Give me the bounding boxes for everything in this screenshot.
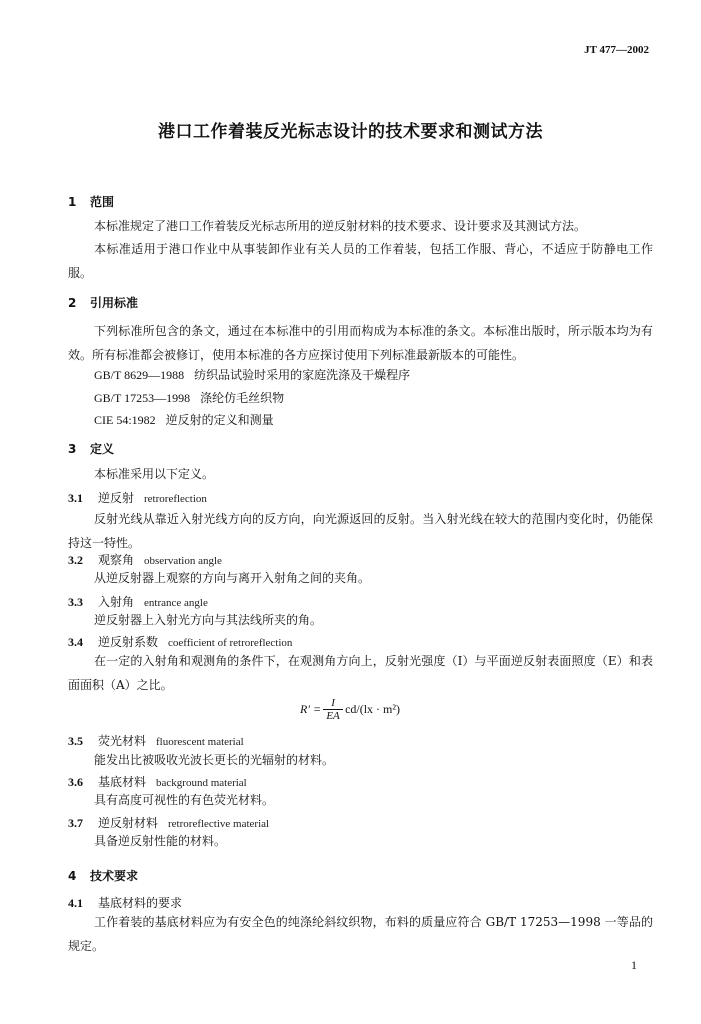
reference-item: GB/T 17253—1998 涤纶仿毛丝织物 xyxy=(94,391,285,405)
definition-heading: 3.4 逆反射系数 coefficient of retroreflection xyxy=(68,635,293,649)
paragraph: 本标准适用于港口作业中从事装卸作业有关人员的工作着装，包括工作服、背心，不适应于防静电工作服。 xyxy=(68,242,653,280)
paragraph: 在一定的入射角和观测角的条件下，在观测角方向上，反射光强度（I）与平面逆反射表面照度（E）和表面面积（A）之比。 xyxy=(68,654,653,692)
reference-item: GB/T 8629—1988 纺织品试验时采用的家庭洗涤及干燥程序 xyxy=(94,368,411,382)
paragraph: 反射光线从靠近入射光线方向的反方向，向光源返回的反射。当入射光线在较大的范围内变化时，仍能保持这一特性。 xyxy=(68,512,653,550)
page-number: 1 xyxy=(631,958,637,972)
paragraph: 具备逆反射性能的材料。 xyxy=(94,834,227,848)
section-heading: 1 范围 xyxy=(68,195,115,209)
paragraph: 下列标准所包含的条文，通过在本标准中的引用而构成为本标准的条文。本标准出版时，所示版本均为有效。所有标准都会被修订，使用本标准的各方应探讨使用下列标准最新版本的可能性。 xyxy=(68,324,653,362)
formula xyxy=(300,697,400,722)
paragraph: 逆反射器上入射光方向与其法线所夹的角。 xyxy=(94,613,323,627)
subsection-heading: 4.1 基底材料的要求 xyxy=(68,896,183,910)
paragraph: 本标准采用以下定义。 xyxy=(94,467,215,481)
formula-fraction: $\frac{I}{EA}$ xyxy=(323,697,343,722)
definition-heading: 3.3 入射角 entrance angle xyxy=(68,595,208,609)
section-heading: 4 技术要求 xyxy=(68,869,139,883)
paragraph: 工作着装的基底材料应为有安全色的纯涤纶斜纹织物，布料的质量应符合 GB/T 17253—1998 一等品的规定。 xyxy=(68,915,653,953)
paragraph: 从逆反射器上观察的方向与离开入射角之间的夹角。 xyxy=(94,571,371,585)
definition-heading: 3.2 观察角 observation angle xyxy=(68,553,222,567)
reference-item: CIE 54:1982 逆反射的定义和测量 xyxy=(94,413,274,427)
section-heading: 2 引用标准 xyxy=(68,296,139,310)
paragraph: 能发出比被吸收光波长更长的光辐射的材料。 xyxy=(94,753,335,767)
paragraph: 具有高度可视性的有色荧光材料。 xyxy=(94,793,275,807)
standard-code: JT 477—2002 xyxy=(584,44,649,56)
definition-heading: 3.5 荧光材料 fluorescent material xyxy=(68,734,244,748)
definition-heading: 3.1 逆反射 retroreflection xyxy=(68,491,207,505)
definition-heading: 3.6 基底材料 background material xyxy=(68,775,247,789)
paragraph: 本标准规定了港口工作着装反光标志所用的逆反射材料的技术要求、设计要求及其测试方法。 xyxy=(94,219,587,233)
section-heading: 3 定义 xyxy=(68,442,115,456)
formula-lhs: R′ = xyxy=(300,702,322,716)
document-title: 港口工作着装反光标志设计的技术要求和测试方法 xyxy=(158,122,543,142)
formula-unit: cd/(lx · m²) xyxy=(345,702,400,716)
definition-heading: 3.7 逆反射材料 retroreflective material xyxy=(68,816,270,830)
